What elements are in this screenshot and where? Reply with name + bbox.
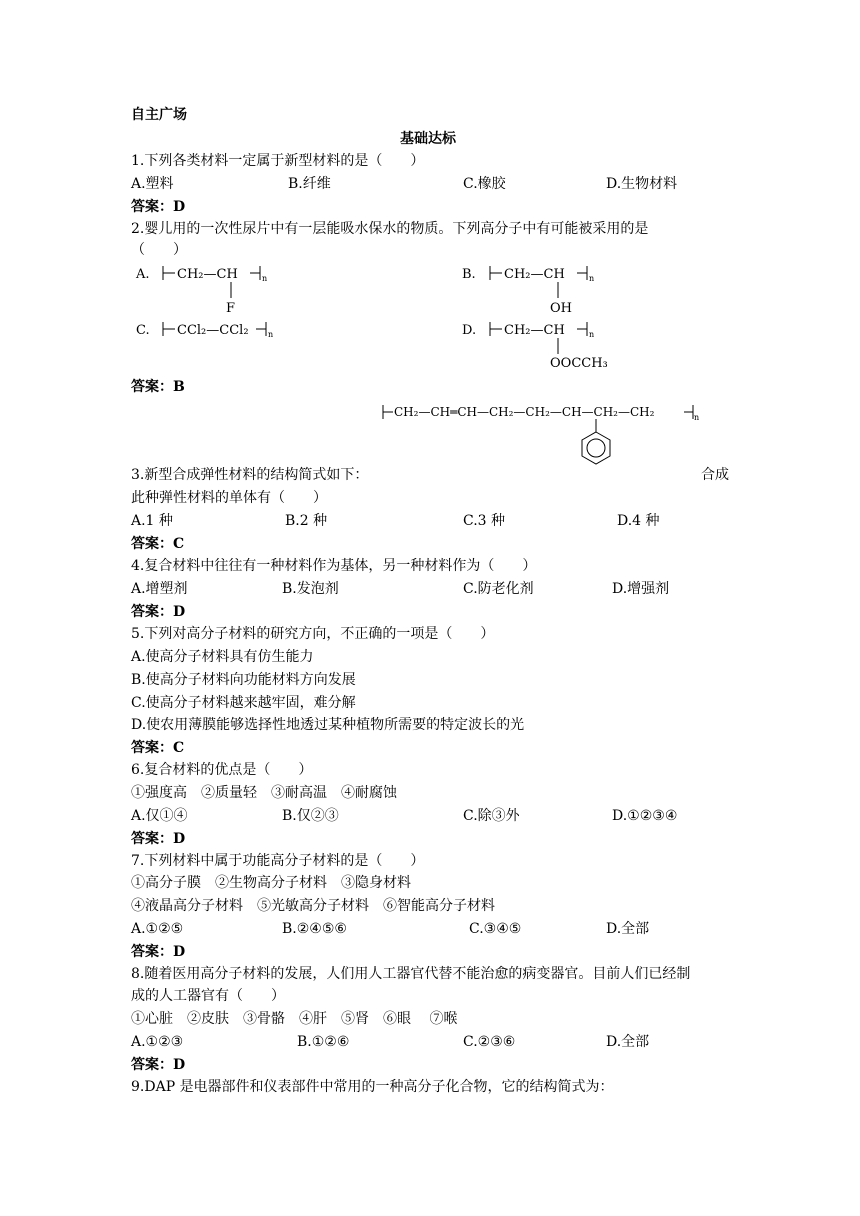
q8-option-a: A.①②③ (131, 1034, 184, 1050)
q2-option-a-sub: F (226, 301, 236, 316)
q7-items-2: ④液晶高分子材料 ⑤光敏高分子材料 ⑥智能高分子材料 (131, 898, 495, 914)
q6-option-b: B.仅②③ (282, 808, 339, 824)
q4-option-b: B.发泡剂 (282, 581, 339, 597)
q2-option-d-chain: CH₂—CH (504, 323, 565, 338)
q2-option-d-n: n (589, 330, 595, 339)
q5-option-a: A.使高分子材料具有仿生能力 (131, 649, 314, 665)
q5-answer: 答案：C (131, 740, 185, 756)
question-3-right: 合成 (701, 467, 729, 483)
q7-option-b: B.②④⑤⑥ (282, 921, 347, 937)
q2-option-b-n: n (589, 274, 595, 283)
q2-option-d-structure (490, 322, 608, 371)
q7-option-a: A.①②⑤ (131, 921, 184, 937)
question-8-line2: 成的人工器官有（ ） (131, 988, 285, 1004)
q2-option-a-structure (163, 266, 267, 316)
question-7: 7.下列材料中属于功能高分子材料的是（ ） (131, 853, 425, 869)
q7-items-1: ①高分子膜 ②生物高分子材料 ③隐身材料 (131, 875, 411, 891)
q4-option-c: C.防老化剂 (463, 581, 534, 597)
q6-answer: 答案：D (131, 831, 186, 847)
section-title: 自主广场 (131, 107, 187, 123)
q2-option-d-sub: OOCCH₃ (550, 356, 608, 371)
question-9: 9.DAP 是电器部件和仪表部件中常用的一种高分子化合物，它的结构简式为： (131, 1079, 614, 1095)
question-3: 3.新型合成弹性材料的结构简式如下： (131, 467, 369, 483)
q2-option-b-sub: OH (550, 301, 572, 316)
q8-option-b: B.①②⑥ (297, 1034, 350, 1050)
q8-option-c: C.②③⑥ (463, 1034, 516, 1050)
q2-option-c-chain: CCl₂—CCl₂ (177, 323, 249, 338)
q2-option-c-n: n (268, 330, 274, 339)
q8-items: ①心脏 ②皮肤 ③骨骼 ④肝 ⑤肾 ⑥眼 ⑦喉 (131, 1011, 458, 1027)
q5-option-c: C.使高分子材料越来越牢固，难分解 (131, 695, 356, 711)
q3-formula-chain: CH₂—CH═CH—CH₂—CH₂—CH—CH₂—CH₂ (394, 405, 655, 419)
q5-option-b: B.使高分子材料向功能材料方向发展 (131, 672, 356, 688)
q3-formula-n: n (694, 413, 700, 422)
q4-option-d: D.增强剂 (612, 581, 670, 597)
q7-option-d: D.全部 (606, 921, 650, 937)
q2-answer: 答案：B (131, 379, 185, 395)
q6-option-c: C.除③外 (463, 808, 520, 824)
q8-option-d: D.全部 (606, 1034, 650, 1050)
subsection-title: 基础达标 (400, 131, 456, 147)
q1-option-b: B.纤维 (288, 176, 331, 192)
q2-option-b-label: B. (462, 267, 476, 282)
q3-option-b: B.2 种 (285, 513, 328, 529)
q2-option-c-structure (163, 322, 273, 339)
question-1: 1.下列各类材料一定属于新型材料的是（ ） (131, 153, 425, 169)
q6-option-d: D.①②③④ (612, 808, 678, 824)
q2-option-d-label: D. (462, 323, 477, 338)
question-5: 5.下列对高分子材料的研究方向，不正确的一项是（ ） (131, 626, 495, 642)
question-2-blank: （ ） (131, 242, 187, 258)
question-3-line2: 此种弹性材料的单体有（ ） (131, 490, 327, 506)
q7-option-c: C.③④⑤ (469, 921, 522, 937)
q4-option-a: A.增塑剂 (131, 581, 188, 597)
q1-answer: 答案：D (131, 199, 186, 215)
q6-option-a: A.仅①④ (131, 808, 188, 824)
q1-option-c: C.橡胶 (463, 176, 506, 192)
q3-option-c: C.3 种 (463, 513, 506, 529)
q3-option-a: A.1 种 (131, 513, 173, 529)
q3-answer: 答案：C (131, 536, 185, 552)
q2-option-a-chain: CH₂—CH (177, 267, 238, 282)
q2-option-a-n: n (262, 274, 268, 283)
q1-option-a: A.塑料 (131, 176, 174, 192)
q2-option-c-label: C. (136, 323, 150, 338)
question-6: 6.复合材料的优点是（ ） (131, 762, 313, 778)
q2-option-b-structure (490, 266, 594, 316)
q2-structures (130, 260, 630, 372)
question-2: 2.婴儿用的一次性尿片中有一层能吸水保水的物质。下列高分子中有可能被采用的是 (131, 221, 649, 237)
q4-answer: 答案：D (131, 604, 186, 620)
q3-structure (380, 400, 706, 478)
question-8: 8.随着医用高分子材料的发展，人们用人工器官代替不能治愈的病变器官。目前人们已经制 (131, 966, 691, 982)
q3-option-d: D.4 种 (617, 513, 660, 529)
q8-answer: 答案：D (131, 1057, 186, 1073)
q7-answer: 答案：D (131, 944, 186, 960)
q2-option-a-label: A. (136, 267, 150, 282)
q2-option-b-chain: CH₂—CH (504, 267, 565, 282)
question-4: 4.复合材料中往往有一种材料作为基体，另一种材料作为（ ） (131, 558, 537, 574)
q5-option-d: D.使农用薄膜能够选择性地透过某种植物所需要的特定波长的光 (131, 717, 525, 733)
q6-items: ①强度高 ②质量轻 ③耐高温 ④耐腐蚀 (131, 785, 397, 801)
benzene-ring-icon (582, 432, 610, 464)
q1-option-d: D.生物材料 (606, 176, 678, 192)
